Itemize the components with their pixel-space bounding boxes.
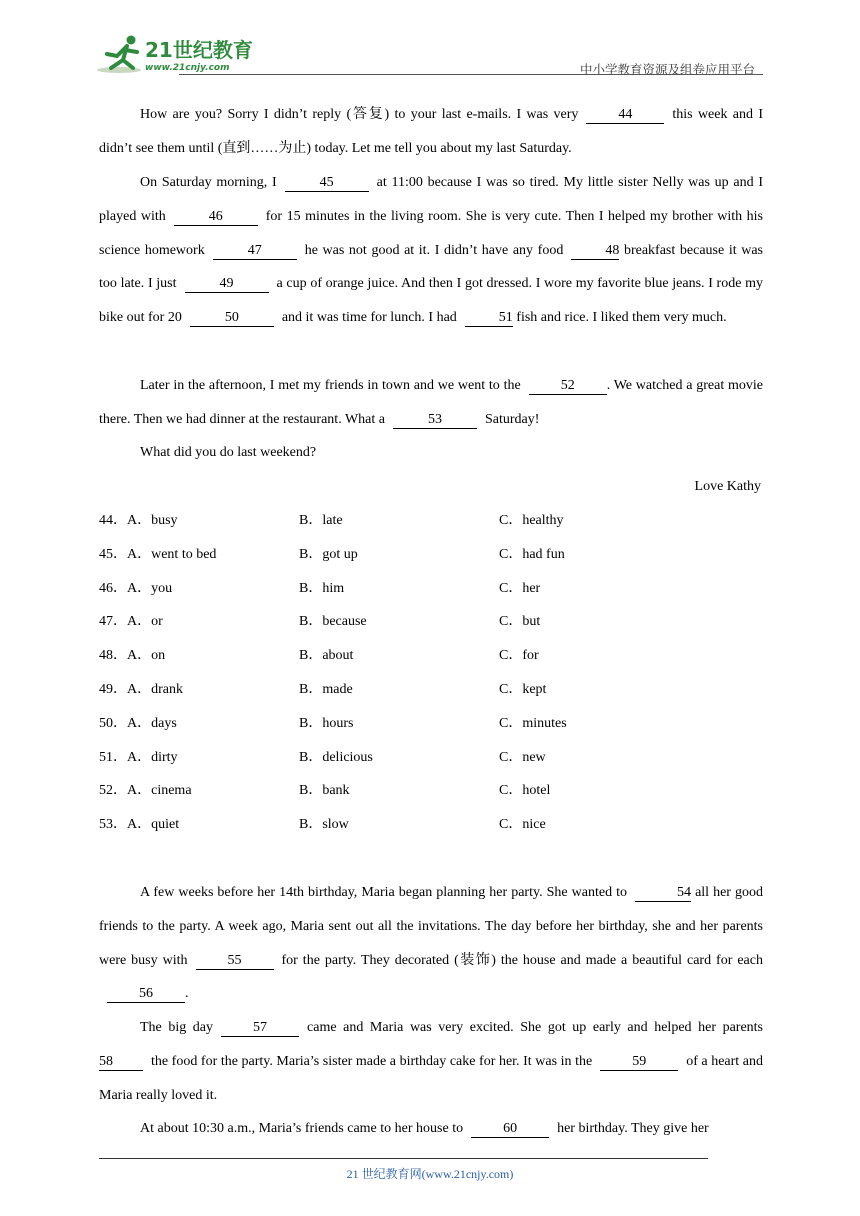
- passage2-paragraph1: [99, 876, 763, 1011]
- option-b[interactable]: B．got up: [299, 546, 358, 562]
- signature: Love Kathy: [694, 479, 761, 494]
- blank-50: 50: [190, 310, 274, 327]
- blank-60: 60: [471, 1121, 549, 1138]
- option-a[interactable]: 49．A．drank: [99, 681, 183, 697]
- blank-54: 54: [635, 885, 691, 902]
- text: a cup of orange juice. And then I got dressed. I wore my favorite blue jeans. I rode my bike out for 20: [99, 276, 763, 326]
- footer-divider: [99, 1158, 708, 1159]
- text: On Saturday morning, I: [140, 175, 277, 190]
- text: .: [185, 986, 189, 1002]
- text: breakfast because it was too late. I just: [99, 242, 763, 292]
- option-row: [99, 774, 763, 808]
- logo-sub-text: www.21cnjy.com: [145, 63, 230, 73]
- passage1-paragraph3: [99, 369, 763, 437]
- option-b[interactable]: B．made: [299, 681, 353, 697]
- option-row: [99, 741, 763, 775]
- blank-52: 52: [529, 378, 607, 395]
- text: all her good friends to the party. A week ago, Maria sent out all the invitations. The day before her birthday, she and her parents were busy with: [99, 885, 764, 968]
- header-divider: [179, 74, 763, 75]
- option-a[interactable]: 53．A．quiet: [99, 817, 180, 833]
- option-c[interactable]: C．kept: [499, 681, 547, 697]
- text: A few weeks before her 14th birthday, Maria began planning her party. She wanted to: [140, 885, 628, 900]
- option-b[interactable]: B．him: [299, 580, 345, 596]
- option-b[interactable]: B．slow: [299, 817, 349, 833]
- blank-49: 49: [185, 276, 269, 293]
- passage2-paragraph2: [99, 1011, 763, 1112]
- blank-55: 55: [196, 953, 274, 970]
- text: and it was time for lunch. I had: [281, 310, 457, 326]
- passage1-question: What did you do last weekend?: [140, 445, 317, 460]
- option-b[interactable]: B．about: [299, 648, 354, 664]
- option-b[interactable]: B．delicious: [299, 749, 373, 765]
- option-row: [99, 605, 763, 639]
- blank-51: 51: [465, 310, 513, 327]
- text: for 15 minutes in the living room. She is very cute. Then I helped my brother with his science homework: [99, 208, 763, 258]
- text: came and Maria was very excited. She got up early and helped her parents: [307, 1020, 763, 1035]
- blank-46: 46: [174, 209, 258, 226]
- blank-48: 48: [571, 243, 619, 260]
- option-c[interactable]: C．her: [499, 580, 541, 596]
- option-row: [99, 538, 763, 572]
- blank-44: 44: [586, 107, 664, 124]
- option-c[interactable]: C．but: [499, 614, 541, 630]
- page-header: [97, 30, 763, 78]
- option-row: [99, 707, 763, 741]
- header-platform-text: 中小学教育资源及组卷应用平台: [579, 62, 755, 77]
- text: . We watched a great movie there. Then we had dinner at the restaurant. What a: [99, 378, 763, 427]
- option-a[interactable]: 51．A．dirty: [99, 749, 178, 765]
- text: of a heart and Maria really loved it.: [99, 1053, 763, 1103]
- option-c[interactable]: C．had fun: [499, 546, 565, 562]
- option-b[interactable]: B．late: [299, 513, 343, 528]
- logo: [97, 32, 267, 76]
- passage1-paragraph1: [99, 98, 763, 166]
- blank-59: 59: [600, 1054, 678, 1071]
- blank-47: 47: [213, 243, 297, 260]
- text: this week and I didn’t see them until (直到……为止) today. Let me tell you about my last Saturday.: [99, 107, 763, 156]
- option-c[interactable]: C．hotel: [499, 783, 551, 799]
- footer-text: 21 世纪教育网(www.21cnjy.com): [346, 1167, 514, 1181]
- option-c[interactable]: C．healthy: [499, 513, 564, 528]
- blank-57: 57: [221, 1020, 299, 1037]
- option-c[interactable]: C．for: [499, 648, 539, 664]
- option-row: [99, 808, 763, 842]
- option-a[interactable]: 50．A．days: [99, 715, 177, 731]
- text: The big day: [140, 1020, 214, 1035]
- text: for the party. They decorated (装饰) the house and made a beautiful card for each: [281, 952, 763, 968]
- option-a[interactable]: 46．A．you: [99, 580, 173, 596]
- text: fish and rice. I liked them very much.: [516, 310, 727, 326]
- text: Saturday!: [484, 411, 540, 427]
- text: Later in the afternoon, I met my friends in town and we went to the: [140, 378, 521, 393]
- option-b[interactable]: B．because: [299, 614, 367, 630]
- blank-53: 53: [393, 412, 477, 429]
- text: the food for the party. Maria’s sister made a birthday cake for her. It was in the: [151, 1053, 593, 1069]
- option-c[interactable]: C．new: [499, 749, 546, 765]
- blank-58: 58: [99, 1054, 143, 1071]
- option-row: [99, 673, 763, 707]
- text: he was not good at it. I didn’t have any food: [304, 242, 564, 258]
- text: at 11:00 because I was so tired. My little sister Nelly was up and I played with: [99, 175, 763, 224]
- text: At about 10:30 a.m., Maria’s friends came to her house to: [140, 1121, 464, 1136]
- option-a[interactable]: 45．A．went to bed: [99, 546, 217, 562]
- options-list: [99, 504, 763, 842]
- option-b[interactable]: B．bank: [299, 783, 350, 799]
- option-row: [99, 639, 763, 673]
- option-row: [99, 504, 763, 538]
- option-a[interactable]: 52．A．cinema: [99, 783, 192, 799]
- option-a[interactable]: 48．A．on: [99, 648, 166, 664]
- passage2-paragraph3: [99, 1112, 763, 1146]
- passage1-paragraph2: [99, 166, 763, 335]
- option-a[interactable]: 47．A．or: [99, 614, 163, 630]
- option-c[interactable]: C．nice: [499, 817, 546, 833]
- option-b[interactable]: B．hours: [299, 715, 354, 731]
- option-row: [99, 572, 763, 606]
- blank-56: 56: [107, 986, 185, 1003]
- text: her birthday. They give her: [557, 1121, 709, 1136]
- logo-main-text: 21世纪教育: [145, 38, 253, 62]
- blank-45: 45: [285, 175, 369, 192]
- text: How are you? Sorry I didn’t reply (答复) to your last e-mails. I was very: [140, 107, 579, 122]
- option-a[interactable]: 44．A．busy: [99, 513, 178, 528]
- option-c[interactable]: C．minutes: [499, 715, 567, 731]
